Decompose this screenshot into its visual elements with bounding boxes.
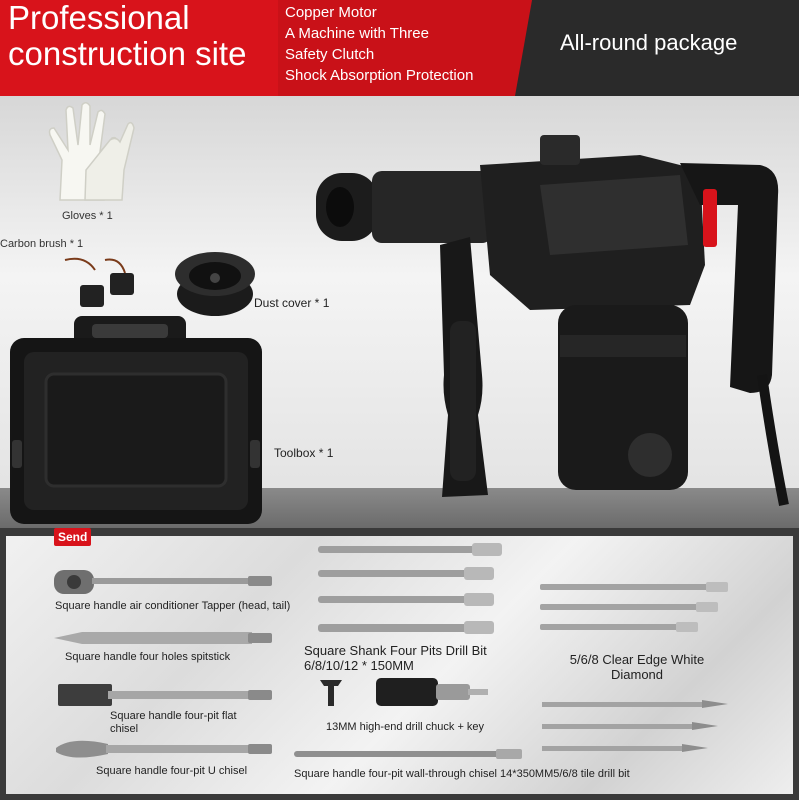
clear-edge-bits-icon [538, 580, 734, 636]
flat-chisel-label-line-2: chisel [110, 723, 139, 735]
flat-chisel-icon [52, 680, 276, 712]
feature-item: A Machine with Three [285, 25, 429, 42]
wall-through-label: Square handle four-pit wall-through chisel 14*350MM5/6/8 tile drill bit [294, 768, 630, 780]
package-title: All-round package [560, 30, 738, 55]
chuck-label: 13MM high-end drill chuck + key [326, 721, 485, 733]
wall-through-chisel-icon [292, 746, 526, 762]
title-line-2: construction site [8, 35, 247, 72]
toolbox-label: Toolbox * 1 [274, 446, 334, 460]
clear-edge-label [552, 652, 722, 682]
clear-edge-label-line-1: 5/6/8 Clear Edge White [569, 652, 705, 667]
feature-list [285, 2, 473, 86]
page-title [8, 0, 278, 72]
header-banner [0, 0, 799, 96]
toolbox-icon [6, 310, 268, 528]
tapper-icon [52, 566, 276, 600]
u-chisel-icon [52, 734, 276, 764]
clear-edge-label-line-2: Diamond [610, 667, 664, 682]
title-line-1: Professional [8, 0, 190, 36]
u-chisel-label: Square handle four-pit U chisel [96, 765, 248, 777]
tile-drill-bits-icon [538, 696, 734, 760]
flat-chisel-label [110, 710, 237, 736]
drill-bit-label-line-2: 6/8/10/12 * 150MM [304, 658, 414, 673]
tapper-label: Square handle air conditioner Tapper (head, tail) [55, 600, 291, 612]
send-badge: Send [54, 528, 91, 546]
spitstick-icon [52, 626, 276, 650]
drill-chuck-icon [312, 672, 492, 712]
drill-bit-label [304, 643, 487, 673]
spitstick-label: Square handle four holes spitstick [65, 651, 231, 663]
gloves-label: Gloves * 1 [62, 210, 113, 222]
drill-bits-icon [312, 540, 506, 640]
carbon-brush-icon [55, 255, 145, 315]
flat-chisel-label-line-1: Square handle four-pit flat [110, 710, 237, 722]
carbon-brush-label: Carbon brush * 1 [0, 238, 84, 250]
drill-bit-label-line-1: Square Shank Four Pits Drill Bit [304, 643, 487, 658]
feature-item: Shock Absorption Protection [285, 67, 474, 84]
dust-cover-label: Dust cover * 1 [254, 296, 330, 310]
rotary-hammer-icon [310, 125, 790, 510]
gloves-icon [40, 100, 140, 205]
feature-item: Safety Clutch [285, 46, 375, 63]
feature-item: Copper Motor [285, 4, 377, 21]
